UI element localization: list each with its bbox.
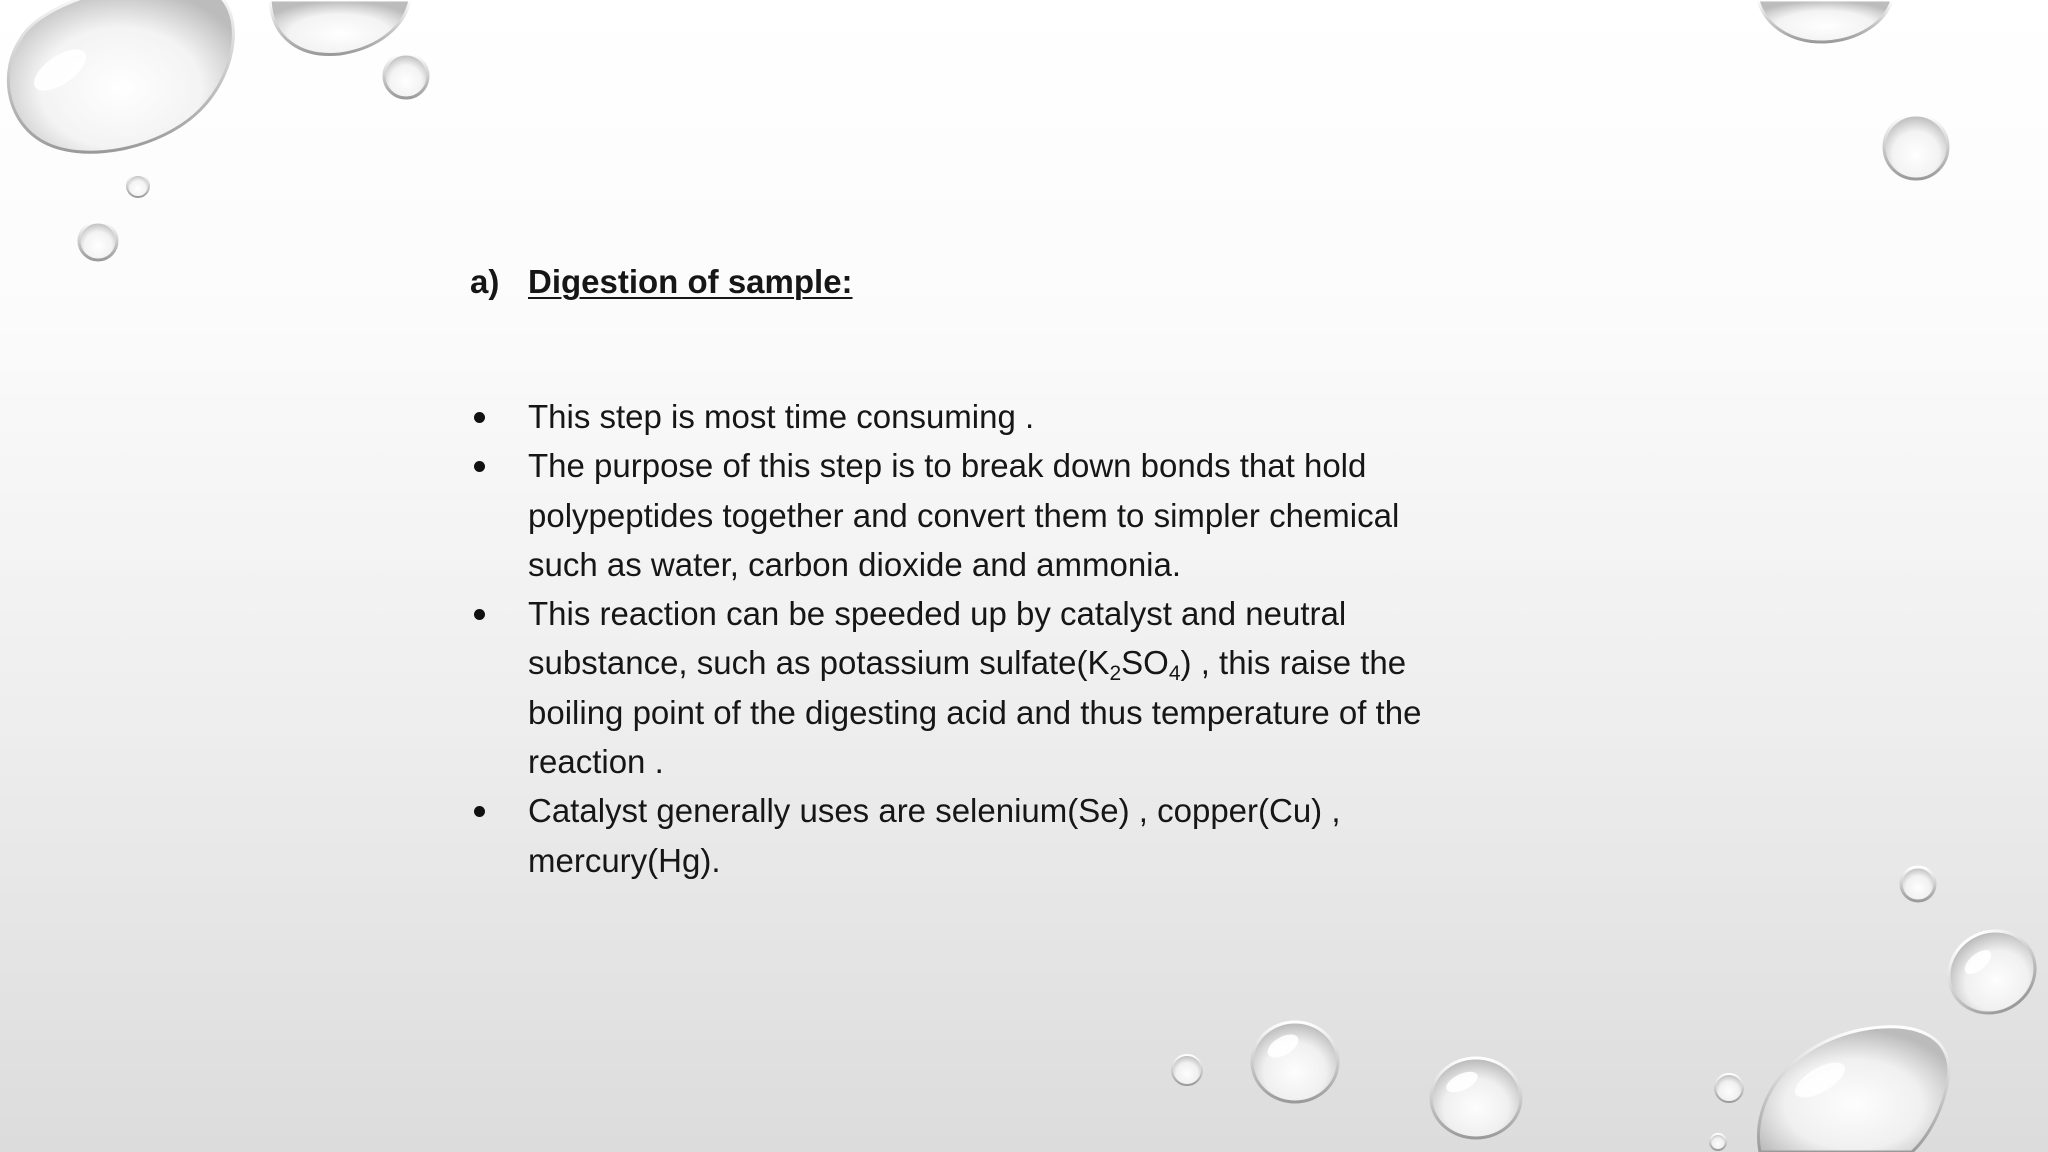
bullet-dot-icon <box>474 412 485 423</box>
drop-bottom-center-2 <box>1431 1058 1521 1138</box>
subscript-2: 2 <box>1109 662 1122 686</box>
bullet-item <box>470 392 1470 441</box>
drop-top-right <box>1758 0 1892 42</box>
section-heading <box>470 258 1470 306</box>
bullet-text: Catalyst generally uses are selenium(Se) , copper(Cu) , mercury(Hg). <box>528 792 1341 879</box>
bullet-text-pre: This reaction can be speeded up by catalyst and neutral substance, such as potassium sulfate(K <box>528 595 1347 682</box>
bullet-dot-icon <box>474 609 485 620</box>
drop-small-1 <box>384 54 428 98</box>
drop-tiny-1 <box>127 175 149 197</box>
drop-tiny-4 <box>1172 1055 1202 1085</box>
slide-content <box>470 258 1470 879</box>
drop-small-4 <box>1901 867 1935 901</box>
drop-bottom-center-1 <box>1252 1022 1338 1102</box>
bullet-item <box>470 786 1470 885</box>
drop-top-left-medium <box>270 0 410 55</box>
bullet-text-mid: SO <box>1121 644 1169 682</box>
drop-tiny-2 <box>1715 1074 1743 1102</box>
bullet-dot-icon <box>474 461 485 472</box>
bullet-dot-icon <box>474 806 485 817</box>
bullet-item <box>470 589 1470 786</box>
large-drop-bottom-right <box>1758 1027 1948 1152</box>
bullet-text: The purpose of this step is to break down bonds that hold polypeptides together and convert them to simpler chemical such as water, carbon dioxide and ammonia. <box>528 447 1400 583</box>
bullet-item <box>470 441 1470 589</box>
bullet-text-post: ) , this raise the boiling point of the digesting acid and thus temperature of the reaction . <box>528 644 1422 781</box>
large-drop-top-left <box>8 0 233 152</box>
heading-marker: a) <box>470 263 500 300</box>
drop-small-3 <box>1884 115 1948 179</box>
bullet-list <box>470 392 1470 885</box>
drop-small-2 <box>79 222 117 260</box>
subscript-4: 4 <box>1168 662 1181 686</box>
heading-title: Digestion of sample: <box>528 263 853 300</box>
drop-bottom-right-medium <box>1934 915 2048 1028</box>
drop-tiny-3 <box>1710 1134 1726 1150</box>
bullet-text: This step is most time consuming . <box>528 398 1035 435</box>
